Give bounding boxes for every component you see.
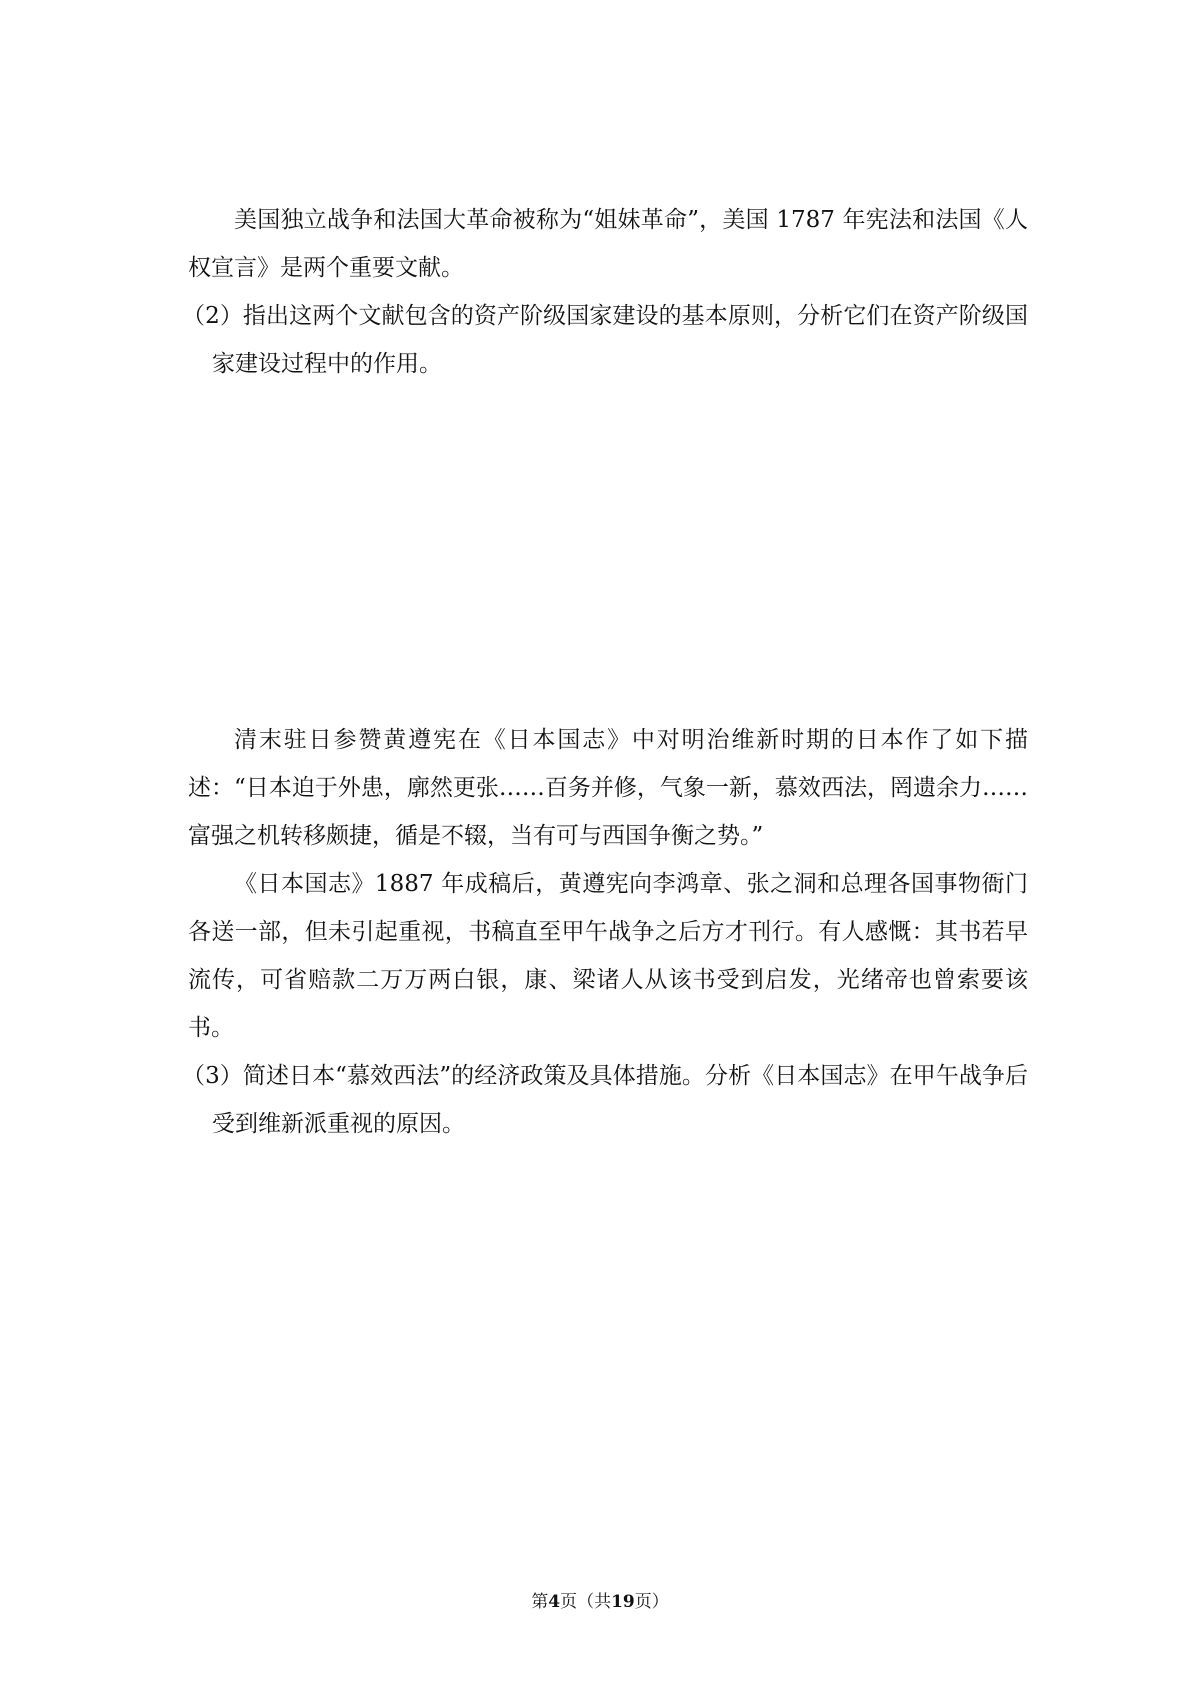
- question-3-block: [182, 716, 1028, 1148]
- page-total: 19: [611, 1592, 635, 1612]
- page-number: 4: [548, 1592, 561, 1612]
- material-paragraph: 美国独立战争和法国大革命被称为“姐妹革命”，美国 1787 年宪法和法国《人权宣言》是两个重要文献。: [188, 207, 1028, 281]
- material-paragraph-history: 《日本国志》1887 年成稿后，黄遵宪向李鸿章、张之洞和总理各国事物衙门各送一部，但未引起重视，书稿直至甲午战争之后方才刊行。有人感慨：其书若早流传，可省赔款二万万两白银，康、梁诸人从该书受到启发，光绪帝也曾索要该书。: [188, 871, 1028, 1041]
- page-footer: [0, 1590, 1200, 1614]
- question-2-block: [182, 196, 1028, 388]
- question-2-text: （2）指出这两个文献包含的资产阶级国家建设的基本原则，分析它们在资产阶级国家建设过程中的作用。: [182, 303, 1028, 377]
- question-3-text: （3）简述日本“慕效西法”的经济政策及具体措施。分析《日本国志》在甲午战争后受到维新派重视的原因。: [182, 1063, 1028, 1137]
- footer-suffix: 页）: [634, 1592, 669, 1612]
- footer-prefix: 第: [531, 1592, 549, 1612]
- footer-middle: 页（共: [560, 1592, 612, 1612]
- material-paragraph-quote: 清末驻日参赞黄遵宪在《日本国志》中对明治维新时期的日本作了如下描述：“日本迫于外患，廓然更张……百务并修，气象一新，慕效西法，罔遗余力……富强之机转移颇捷，循是不辍，当有可与西国争衡之势。”: [188, 727, 1028, 849]
